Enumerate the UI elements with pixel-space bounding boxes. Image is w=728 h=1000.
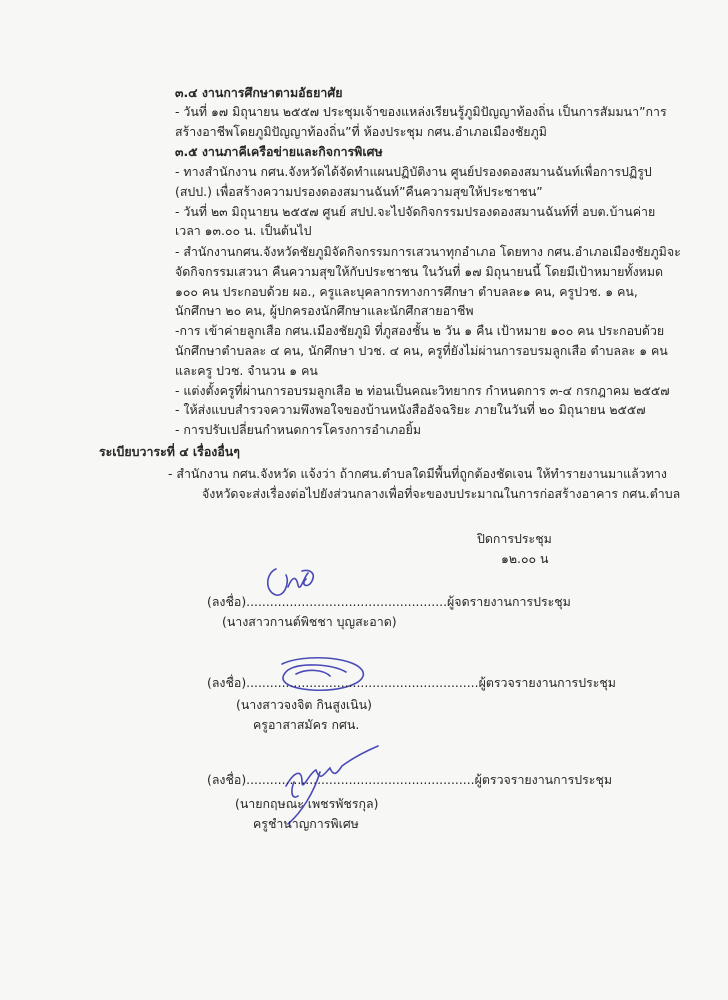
section-3-4-title: ๓.๔ งานการศึกษาตามอัธยาศัย bbox=[175, 85, 343, 100]
section-3-5-line-2: (สปป.) เพื่อสร้างความปรองดองสมานฉันท์”คืนความสุขให้ประชาชน” bbox=[175, 184, 543, 199]
section-3-5-title: ๓.๕ งานภาคีเครือข่ายและกิจการพิเศษ bbox=[175, 144, 383, 159]
section-3-5-line-14: - การปรับเปลี่ยนกำหนดการโครงการอำเภอยิ้ม bbox=[175, 422, 422, 437]
signature-2-row bbox=[207, 675, 616, 691]
section-3-4-line-2: สร้างอาชีพโดยภูมิปัญญาท้องถิ่น”ที่ ห้องประชุม กศน.อำเภอเมืองชัยภูมิ bbox=[175, 124, 547, 139]
closing-time: ๑๒.๐๐ น bbox=[501, 551, 549, 566]
signature-3-prefix: (ลงชื่อ) bbox=[207, 772, 247, 787]
signature-1-row bbox=[207, 594, 571, 610]
signature-3-row bbox=[207, 772, 612, 788]
section-3-5-line-5: - สำนักงานกศน.จังหวัดชัยภูมิจัดกิจกรรมการเสวนาทุกอำเภอ โดยทาง กศน.อำเภอเมืองชัยภูมิจะ bbox=[175, 244, 681, 259]
section-3-5-line-6: จัดกิจกรรมเสวนา คืนความสุขให้กับประชาชน ในวันที่ ๑๗ มิถุนายนนี้ โดยมีเป้าหมายทั้งหมด bbox=[175, 264, 664, 279]
signature-2-dots: ........................................................... bbox=[246, 675, 479, 690]
signature-1-name: (นางสาวกานต์พิชชา บุญสะอาด) bbox=[222, 614, 397, 629]
agenda-4-line-1: - สำนักงาน กศน.จังหวัด แจ้งว่า ถ้ากศน.ตำบลใดมีพื้นที่ถูกต้องชัดเจน ให้ทำรายงานมาแล้วทาง bbox=[168, 466, 667, 481]
signature-1-dots: ................................................... bbox=[246, 594, 448, 609]
section-3-5-line-4: เวลา ๑๓.๐๐ น. เป็นต้นไป bbox=[175, 223, 312, 238]
agenda-4-title: ระเบียบวาระที่ ๔ เรื่องอื่นๆ bbox=[99, 444, 240, 459]
signature-3-name: (นายกฤษณะ เพชรพัชรกุล) bbox=[235, 796, 379, 811]
section-3-5-line-9: -การ เข้าค่ายลูกเสือ กศน.เมืองชัยภูมิ ที่ภูสองชั้น ๒ วัน ๑ คืน เป้าหมาย ๑๐๐ คน ประกอบด้วย bbox=[175, 323, 665, 338]
section-3-5-line-1: - ทางสำนักงาน กศน.จังหวัดได้จัดทำแผนปฏิบัติงาน ศูนย์ปรองดองสมานฉันท์เพื่อการปฏิรูป bbox=[175, 164, 652, 179]
signature-3-role: ผู้ตรวจรายงานการประชุม bbox=[474, 772, 613, 787]
closing-label: ปิดการประชุม bbox=[477, 531, 552, 546]
section-3-5-line-3: - วันที่ ๒๓ มิถุนายน ๒๕๕๗ ศูนย์ สปป.จะไปจัดกิจกรรมปรองดองสมานฉันท์ที่ อบต.บ้านค่าย bbox=[175, 204, 656, 219]
section-3-5-line-7: ๑๐๐ คน ประกอบด้วย ผอ., ครูและบุคลากรทางการศึกษา ตำบลละ๑ คน, ครูปวช. ๑ คน, bbox=[175, 284, 638, 299]
section-3-5-line-13: - ให้ส่งแบบสำรวจความพึงพอใจของบ้านหนังสืออัจฉริยะ ภายในวันที่ ๒๐ มิถุนายน ๒๕๕๗ bbox=[175, 402, 646, 417]
section-3-4-line-1: - วันที่ ๑๗ มิถุนายน ๒๕๕๗ ประชุมเจ้าของแหล่งเรียนรู้ภูมิปัญญาท้องถิ่น เป็นการสัมมนา”การ bbox=[175, 104, 667, 119]
section-3-5-line-8: นักศึกษา ๒๐ คน, ผู้ปกครองนักศึกษาและนักศึกสายอาชีพ bbox=[175, 303, 474, 318]
section-3-5-line-11: และครู ปวช. จำนวน ๑ คน bbox=[175, 363, 318, 378]
agenda-4-line-2: จังหวัดจะส่งเรื่องต่อไปยังส่วนกลางเพื่อที่จะของบประมาณในการก่อสร้างอาคาร กศน.ตำบล bbox=[202, 486, 681, 501]
section-3-5-line-12: - แต่งตั้งครูที่ผ่านการอบรมลูกเสือ ๒ ท่อนเป็นคณะวิทยากร กำหนดการ ๓-๔ กรกฎาคม ๒๕๕๗ bbox=[175, 383, 670, 398]
section-3-5-line-10: นักศึกษาตำบลละ ๔ คน, นักศึกษา ปวช. ๔ คน, ครูที่ยังไม่ผ่านการอบรมลูกเสือ ตำบลละ ๑ คน bbox=[175, 343, 668, 358]
signature-1-role: ผู้จดรายงานการประชุม bbox=[447, 594, 571, 609]
signature-1-prefix: (ลงชื่อ) bbox=[207, 594, 247, 609]
signature-2-prefix: (ลงชื่อ) bbox=[207, 675, 247, 690]
signature-2-role: ผู้ตรวจรายงานการประชุม bbox=[478, 675, 616, 690]
signature-2-name: (นางสาวจงจิต กินสูงเนิน) bbox=[236, 697, 372, 712]
signature-3-dots: .......................................................... bbox=[246, 772, 475, 787]
signature-2-position: ครูอาสาสมัคร กศน. bbox=[253, 717, 360, 732]
signature-3-position: ครูชำนาญการพิเศษ bbox=[253, 816, 359, 831]
